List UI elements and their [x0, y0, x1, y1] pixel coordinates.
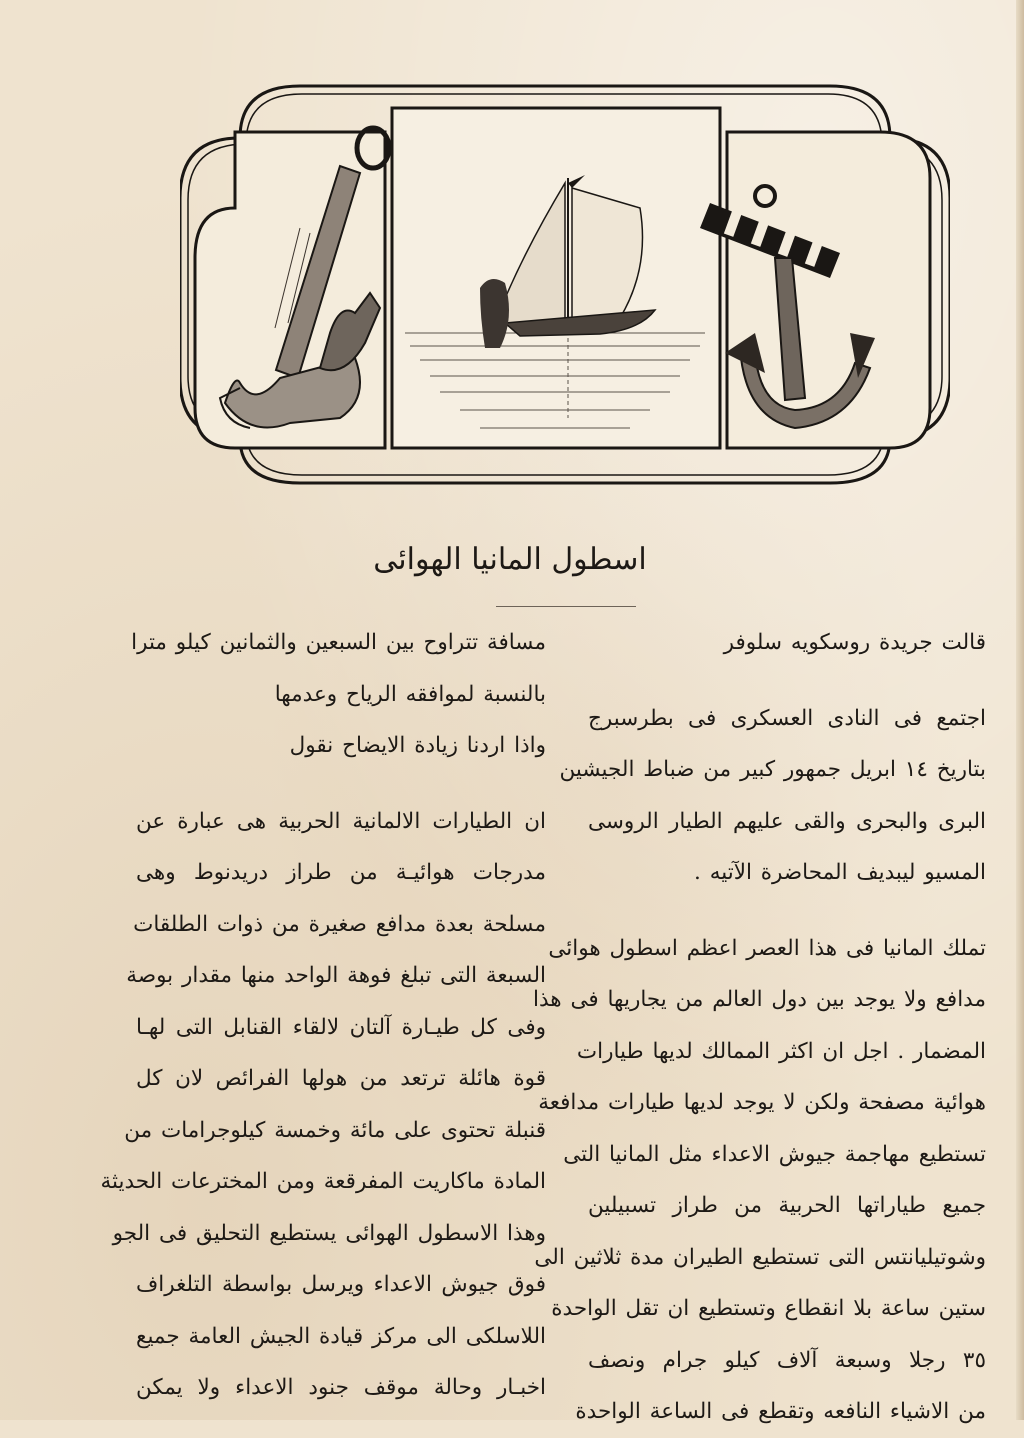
header-illustration: [180, 78, 950, 488]
text-line: من الاشياء النافعه وتقطع فى الساعة الواحدة: [575, 1399, 986, 1424]
sailboat-panel: [392, 108, 720, 448]
text-line: المادة ماكاريت المفرقعة ومن المخترعات الحديثة: [100, 1169, 546, 1194]
text-line: اجتمع فى النادى العسكرى فى بطرسبرج: [588, 705, 986, 731]
text-line: مسلحة بعدة مدافع صغيرة من ذوات الطلقات: [133, 911, 546, 937]
article-title: اسطول المانيا الهوائى: [373, 542, 647, 577]
right-anchor-panel: [700, 132, 930, 448]
text-line: تستطيع مهاجمة جيوش الاعداء مثل المانيا التى: [563, 1141, 986, 1167]
text-line: قوة هائلة ترتعد من هولها الفرائص لان كل: [136, 1066, 546, 1091]
left-text-column: [100, 617, 546, 1414]
text-line: اخبـار وحالة موقف جنود الاعداء ولا يمكن: [136, 1375, 546, 1400]
page-edge: [1016, 0, 1024, 1420]
right-text-column: [533, 617, 986, 1438]
text-line: المسيو ليبديف المحاضرة الآتيه .: [694, 860, 986, 885]
title-divider: [496, 606, 636, 607]
text-line: المضمار . اجل ان اكثر الممالك لديها طيارات: [576, 1038, 986, 1064]
text-line: تملك المانيا فى هذا العصر اعظم اسطول هوائى: [548, 935, 986, 961]
text-line: البرى والبحرى والقى عليهم الطيار الروسى: [588, 808, 986, 834]
text-line: بالنسبة لموافقه الرياح وعدمها: [274, 681, 546, 707]
text-line: ستين ساعة بلا انقطاع وتستطيع ان تقل الواحدة: [551, 1296, 986, 1321]
text-line: وفى كل طيـارة آلتان لالقاء القنابل التى لهـا: [136, 1014, 546, 1040]
text-line: مدافع ولا يوجد بين دول العالم من يجاريها فى هذا: [533, 987, 986, 1012]
text-line: بتاريخ ١٤ ابريل جمهور كبير من ضباط الجيشين: [559, 757, 986, 782]
text-line: وشوتيليانتس التى تستطيع الطيران مدة ثلاثين الى: [534, 1244, 986, 1270]
text-line: مدرجات هوائيـة من طراز دريدنوط وهى: [136, 860, 546, 885]
text-line: وهذا الاسطول الهوائى يستطيع التحليق فى الجو: [112, 1220, 546, 1246]
text-line: هوائية مصفحة ولكن لا يوجد لديها طيارات مدافعة: [538, 1090, 986, 1115]
text-line: ٣٥ رجلا وسبعة آلاف كيلو جرام ونصف: [588, 1347, 986, 1373]
text-line: ان الطيارات الالمانية الحربية هى عبارة عن: [136, 808, 546, 834]
text-line: قالت جريدة روسكويه سلوفر: [723, 630, 986, 655]
left-anchor-panel: [195, 128, 389, 448]
text-line: جميع طياراتها الحربية من طراز تسبيلين: [588, 1193, 986, 1218]
text-line: واذا اردنا زيادة الايضاح نقول: [289, 733, 546, 758]
text-line: السبعة التى تبلغ فوهة الواحد منها مقدار بوصة: [126, 963, 546, 988]
text-line: قنبلة تحتوى على مائة وخمسة كيلوجرامات من: [124, 1117, 546, 1143]
text-line: فوق جيوش الاعداء ويرسل بواسطة التلغراف: [136, 1272, 546, 1297]
text-line: اللاسلكى الى مركز قيادة الجيش العامة جميع: [136, 1323, 546, 1349]
text-line: مسافة تتراوح بين السبعين والثمانين كيلو مترا: [131, 630, 546, 655]
